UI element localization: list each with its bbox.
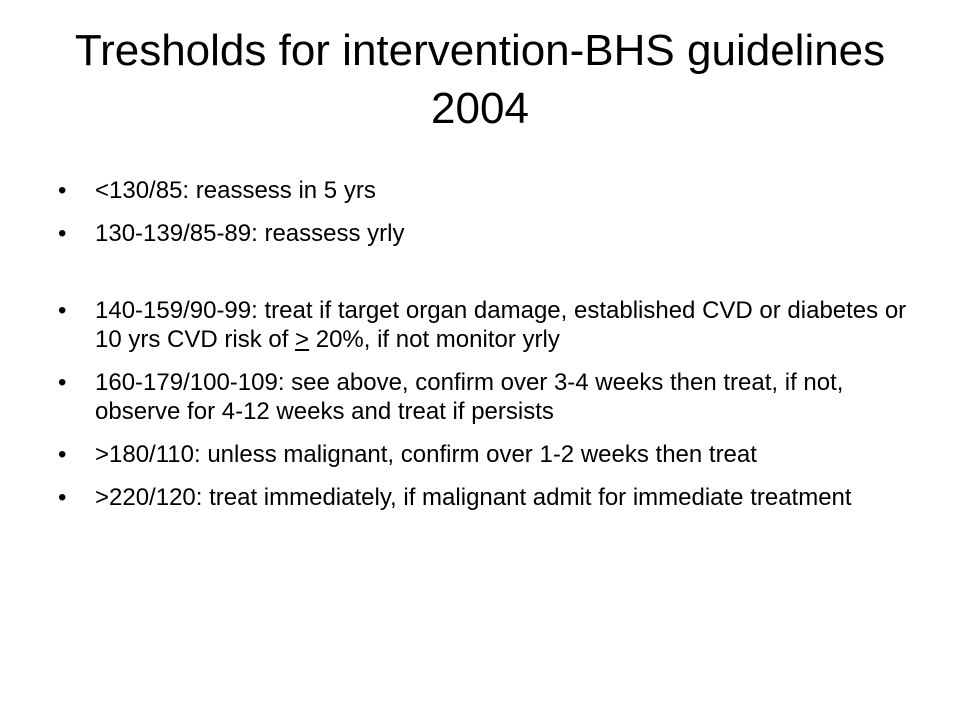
bullet-item-1: [58, 176, 908, 205]
bullet-item-3: [58, 296, 908, 354]
bullet-text: 160-179/100-109: see above, confirm over 3-4 weeks then treat, if not, observe for 4-12 weeks and treat if persists: [95, 369, 844, 425]
bullet-icon: •: [58, 441, 67, 468]
underlined-greater-or-equal: >: [295, 326, 310, 353]
bullet-icon: •: [58, 369, 67, 396]
bullet-icon: •: [58, 177, 67, 204]
bullet-text: >220/120: treat immediately, if malignant admit for immediate treatment: [95, 484, 852, 511]
bullet-icon: •: [58, 297, 67, 324]
slide-title: Tresholds for intervention-BHS guidelines 2004: [74, 26, 886, 133]
bullet-item-5: [58, 440, 908, 469]
bullet-list: [58, 176, 908, 526]
bullet-item-2: [58, 219, 908, 248]
bullet-text: [95, 297, 906, 353]
bullet-text: 130-139/85-89: reassess yrly: [95, 220, 405, 247]
bullet-text-part: 140-159/90-99: treat if target organ damage, established CVD or diabetes or 10 yrs CVD risk of: [95, 297, 907, 353]
bullet-text: >180/110: unless malignant, confirm over 1-2 weeks then treat: [95, 441, 757, 468]
bullet-text: <130/85: reassess in 5 yrs: [95, 177, 376, 204]
bullet-item-6: [58, 483, 908, 512]
bullet-icon: •: [58, 484, 67, 511]
bullet-text-part: 20%, if not monitor yrly: [309, 326, 560, 353]
bullet-item-4: [58, 368, 908, 426]
bullet-icon: •: [58, 220, 67, 247]
